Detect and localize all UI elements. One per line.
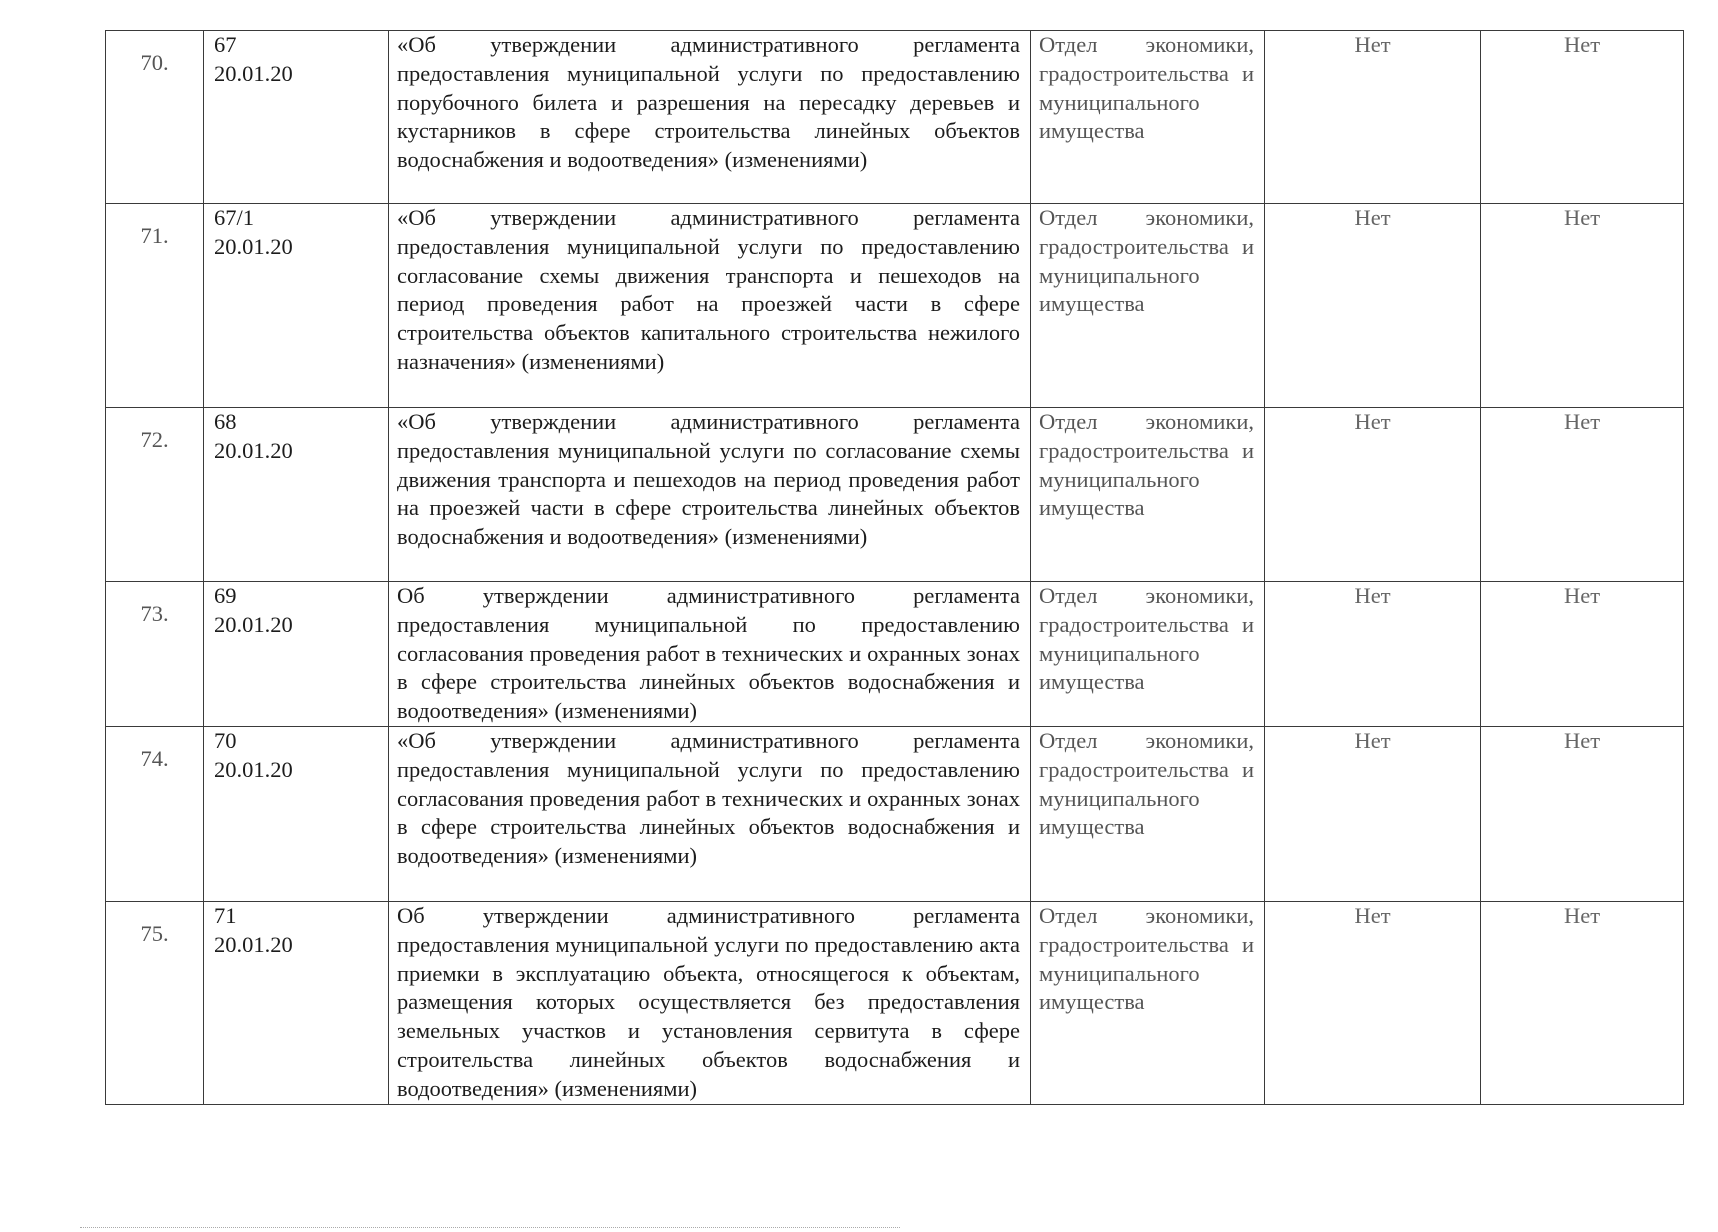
- document-title: [389, 408, 1031, 582]
- status-cell-1: Нет: [1265, 727, 1481, 902]
- table-row: [106, 31, 1684, 204]
- row-number: 71.: [106, 204, 204, 408]
- table-row: [106, 902, 1684, 1105]
- status-cell-1: Нет: [1265, 31, 1481, 204]
- row-number: 72.: [106, 408, 204, 582]
- row-number: 70.: [106, 31, 204, 204]
- document-date: 20.01.20: [214, 233, 293, 259]
- document-number: 67: [214, 32, 237, 57]
- document-date: 20.01.20: [214, 756, 293, 782]
- responsible-department: Отдел экономики, градостроительства и муниципального имущества: [1031, 31, 1265, 204]
- status-cell-2: Нет: [1481, 31, 1684, 204]
- document-date: 20.01.20: [214, 931, 293, 957]
- table-row: [106, 582, 1684, 727]
- responsible-department: Отдел экономики, градостроительства и муниципального имущества: [1031, 408, 1265, 582]
- document-title-text: Об утверждении административного регламента предоставления муниципальной по предоставлению согласования проведения работ в технических и охранных зонах в сфере строительства линейных объектов водоснабжения и водоотведения» (изменениями): [397, 583, 1020, 724]
- status-cell-2: Нет: [1481, 727, 1684, 902]
- document-title: [389, 727, 1031, 902]
- row-number: 74.: [106, 727, 204, 902]
- document-date: 20.01.20: [214, 60, 293, 86]
- document-number: 70: [214, 728, 237, 753]
- document-title-text: Об утверждении административного регламента предоставления муниципальной услуги по предоставлению акта приемки в эксплуатацию объекта, относящегося к объектам, размещения которых осуществляется без предоставления земельных участков и установления сервитута в сфере строительства линейных объектов водоснабжения и водоотведения» (изменениями): [397, 903, 1020, 1101]
- table-row: [106, 727, 1684, 902]
- scan-artifact-line: [80, 1227, 900, 1232]
- row-number: 75.: [106, 902, 204, 1105]
- status-cell-2: Нет: [1481, 902, 1684, 1105]
- status-cell-1: Нет: [1265, 582, 1481, 727]
- document-title: [389, 902, 1031, 1105]
- responsible-department: Отдел экономики, градостроительства и муниципального имущества: [1031, 902, 1265, 1105]
- document-date: 20.01.20: [214, 437, 293, 463]
- document-ref: [204, 727, 389, 902]
- document-title: [389, 582, 1031, 727]
- registry-table: [105, 30, 1684, 1105]
- document-ref: [204, 204, 389, 408]
- table-row: [106, 204, 1684, 408]
- registry-table-body: [106, 31, 1684, 1105]
- status-cell-2: Нет: [1481, 204, 1684, 408]
- document-number: 71: [214, 903, 237, 928]
- document-number: 67/1: [214, 205, 255, 230]
- document-ref: [204, 408, 389, 582]
- document-ref: [204, 31, 389, 204]
- status-cell-2: Нет: [1481, 408, 1684, 582]
- document-number: 69: [214, 583, 237, 608]
- status-cell-1: Нет: [1265, 204, 1481, 408]
- status-cell-1: Нет: [1265, 408, 1481, 582]
- document-title-text: «Об утверждении административного регламента предоставления муниципальной услуги по предоставлению порубочного билета и разрешения на пересадку деревьев и кустарников в сфере строительства линейных объектов водоснабжения и водоотведения» (изменениями): [397, 32, 1020, 173]
- document-title: [389, 204, 1031, 408]
- document-title: [389, 31, 1031, 204]
- row-number: 73.: [106, 582, 204, 727]
- document-number: 68: [214, 409, 237, 434]
- table-row: [106, 408, 1684, 582]
- responsible-department: Отдел экономики, градостроительства и муниципального имущества: [1031, 582, 1265, 727]
- document-ref: [204, 582, 389, 727]
- document-title-text: «Об утверждении административного регламента предоставления муниципальной услуги по предоставлению согласование схемы движения транспорта и пешеходов на период проведения работ на проезжей части в сфере строительства объектов капитального строительства нежилого назначения» (изменениями): [397, 205, 1020, 374]
- document-title-text: «Об утверждении административного регламента предоставления муниципальной услуги по предоставлению согласования проведения работ в технических и охранных зонах в сфере строительства линейных объектов водоснабжения и водоотведения» (изменениями): [397, 728, 1020, 869]
- document-title-text: «Об утверждении административного регламента предоставления муниципальной услуги по согласование схемы движения транспорта и пешеходов на период проведения работ на проезжей части в сфере строительства линейных объектов водоснабжения и водоотведения» (изменениями): [397, 409, 1020, 550]
- status-cell-2: Нет: [1481, 582, 1684, 727]
- document-ref: [204, 902, 389, 1105]
- status-cell-1: Нет: [1265, 902, 1481, 1105]
- responsible-department: Отдел экономики, градостроительства и муниципального имущества: [1031, 204, 1265, 408]
- responsible-department: Отдел экономики, градостроительства и муниципального имущества: [1031, 727, 1265, 902]
- document-date: 20.01.20: [214, 611, 293, 637]
